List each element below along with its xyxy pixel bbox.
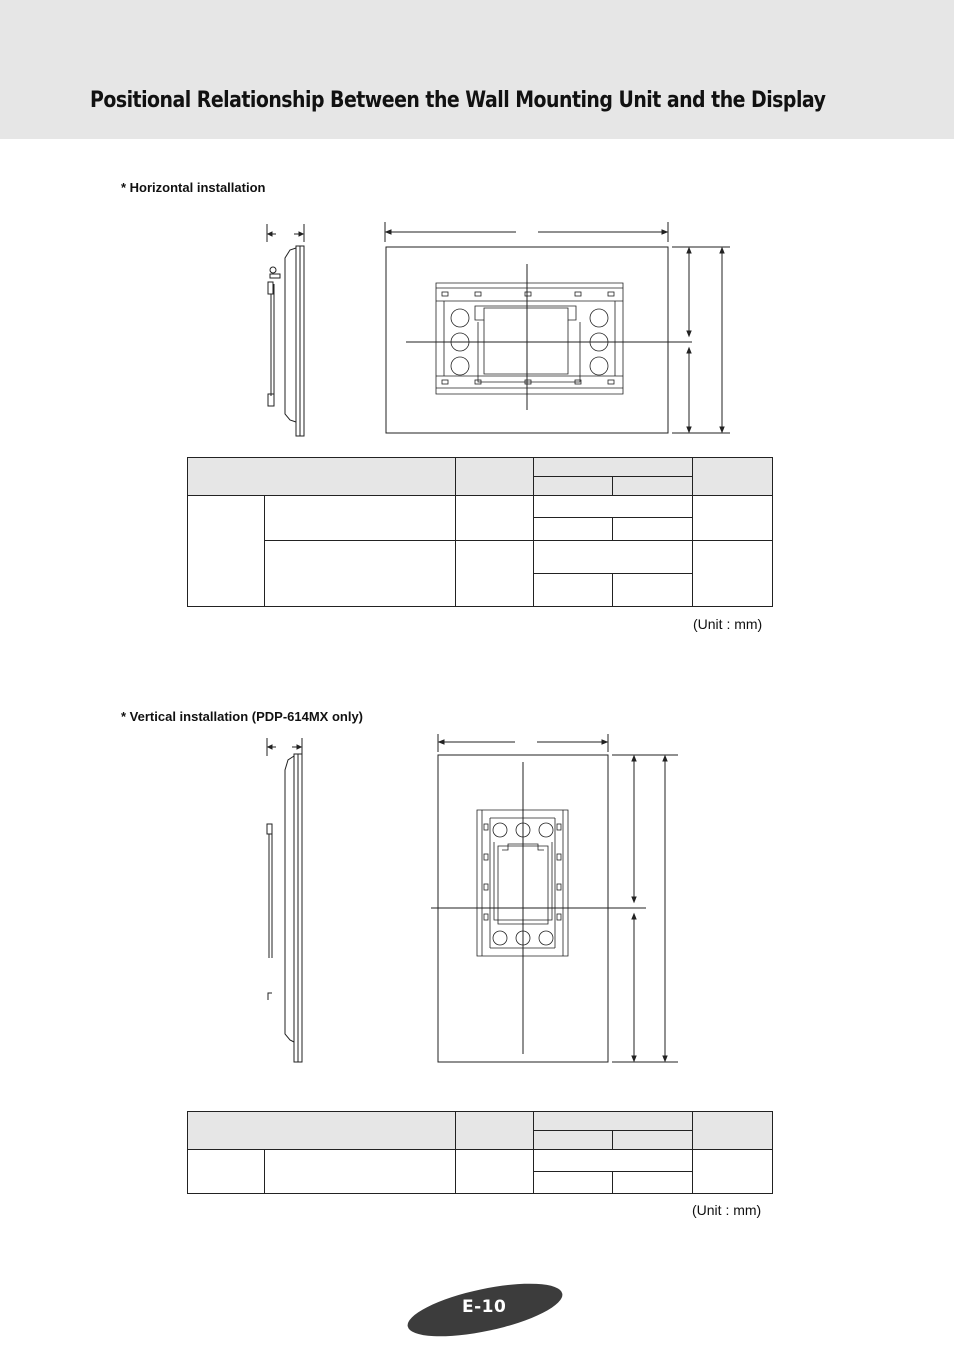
table-cell	[693, 496, 773, 541]
horizontal-front-view-diagram	[380, 222, 740, 440]
table-cell	[265, 541, 456, 607]
horizontal-side-view-diagram	[258, 224, 318, 440]
vertical-front-view-diagram	[428, 734, 688, 1066]
table-header-cell	[188, 1112, 456, 1150]
table-cell	[456, 496, 534, 541]
vertical-installation-label: * Vertical installation (PDP-614MX only)	[121, 709, 364, 724]
horizontal-unit-note: (Unit : mm)	[693, 616, 763, 632]
page-number: E-10	[462, 1297, 507, 1317]
table-cell	[613, 1172, 693, 1194]
table-header-cell	[188, 458, 456, 496]
table-cell	[534, 1172, 613, 1194]
table-header-cell	[456, 458, 534, 496]
header-band	[0, 0, 954, 139]
table-cell	[456, 541, 534, 607]
table-header-cell	[456, 1112, 534, 1150]
table-cell	[456, 1150, 534, 1194]
vertical-side-view-diagram	[258, 738, 318, 1068]
page-title: Positional Relationship Between the Wall Mounting Unit and the Display	[90, 88, 826, 113]
table-header-cell	[693, 458, 773, 496]
table-cell	[534, 496, 693, 518]
table-cell	[265, 1150, 456, 1194]
horizontal-installation-label: * Horizontal installation	[121, 180, 266, 195]
table-cell	[613, 574, 693, 607]
horizontal-dimensions-table	[187, 457, 773, 607]
table-header-cell	[613, 477, 693, 496]
vertical-dimensions-table	[187, 1111, 773, 1194]
table-cell	[534, 574, 613, 607]
table-cell	[693, 1150, 773, 1194]
table-header-cell	[534, 1112, 693, 1131]
table-cell	[613, 518, 693, 541]
table-cell	[188, 1150, 265, 1194]
table-header-cell	[534, 458, 693, 477]
table-header-cell	[534, 1131, 613, 1150]
table-header-cell	[613, 1131, 693, 1150]
vertical-unit-note: (Unit : mm)	[692, 1202, 762, 1218]
table-cell	[534, 518, 613, 541]
table-cell	[188, 496, 265, 607]
table-cell	[265, 496, 456, 541]
table-header-cell	[693, 1112, 773, 1150]
table-cell	[534, 541, 693, 574]
table-cell	[693, 541, 773, 607]
table-header-cell	[534, 477, 613, 496]
table-cell	[534, 1150, 693, 1172]
